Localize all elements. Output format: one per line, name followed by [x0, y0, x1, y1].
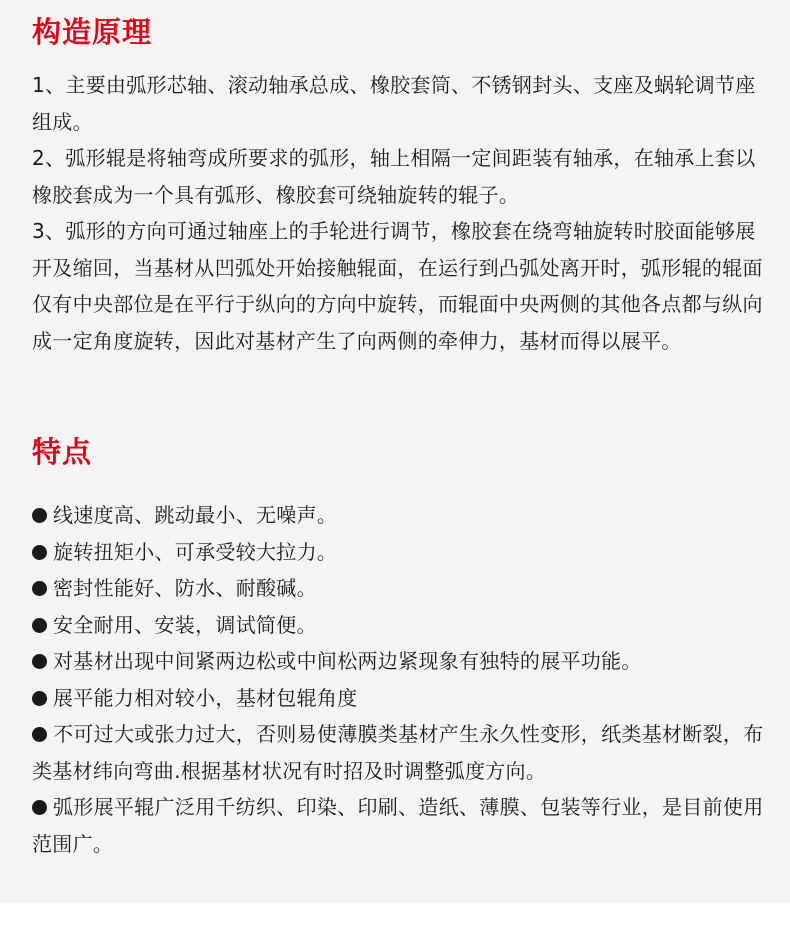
features-heading: 特点: [32, 435, 93, 469]
principle-item: 1、主要由弧形芯轴、滚动轴承总成、橡胶套筒、不锈钢封头、支座及蜗轮调节座组成。: [32, 73, 756, 134]
feature-text: 旋转扭矩小、可承受较大拉力。: [53, 539, 338, 564]
feature-text: 展平能力相对较小，基材包辊角度: [53, 685, 358, 710]
feature-text: 线速度高、跳动最小、无噪声。: [53, 503, 338, 527]
bullet-dot-icon: [32, 618, 47, 633]
bullet-dot-icon: [32, 654, 47, 669]
principle-list: [32, 67, 770, 359]
feature-item: [32, 570, 770, 607]
feature-text: 不可过大或张力过大，否则易使薄膜类基材产生永久性变形，纸类基材断裂，布类基材纬向弯曲.根据基材状况有时招及时调整弧度方向。: [32, 722, 764, 783]
principle-item: 3、弧形的方向可通过轴座上的手轮进行调节，橡胶套在绕弯轴旋转时胶面能够展开及缩回，当基材从凹弧处开始接触辊面，在运行到凸弧处离开时，弧形辊的辊面仅有中央部位是在平行于纵向的方向中旋转，而辊面中央两侧的其他各点都与纵向成一定角度旋转，因此对基材产生了向两侧的牵伸力，基材而得以展平。: [32, 219, 763, 353]
feature-item: [32, 643, 770, 680]
bullet-dot-icon: [32, 800, 47, 815]
bullet-dot-icon: [32, 581, 47, 596]
feature-item: [32, 534, 770, 571]
feature-item: [32, 789, 770, 862]
bullet-dot-icon: [32, 691, 47, 706]
bullet-dot-icon: [32, 545, 47, 560]
feature-item: [32, 607, 770, 644]
feature-text: 安全耐用、安装，调试简便。: [53, 612, 317, 637]
bullet-dot-icon: [32, 508, 47, 523]
bullet-dot-icon: [32, 727, 47, 742]
feature-text: 弧形展平辊广泛用千纺织、印染、印刷、造纸、薄膜、包装等行业，是目前使用范围广。: [32, 795, 764, 856]
feature-item: [32, 716, 770, 789]
feature-item: [32, 680, 770, 717]
features-list: [32, 497, 770, 862]
principle-item: 2、弧形辊是将轴弯成所要求的弧形，轴上相隔一定间距装有轴承，在轴承上套以橡胶套成为一个具有弧形、橡胶套可绕轴旋转的辊子。: [32, 146, 756, 207]
principle-heading: 构造原理: [32, 15, 153, 49]
feature-text: 对基材出现中间紧两边松或中间松两边紧现象有独特的展平功能。: [53, 649, 642, 673]
principle-section: [32, 16, 770, 359]
features-section: [32, 436, 770, 862]
feature-item: [32, 497, 770, 534]
feature-text: 密封性能好、防水、耐酸碱。: [53, 576, 317, 600]
